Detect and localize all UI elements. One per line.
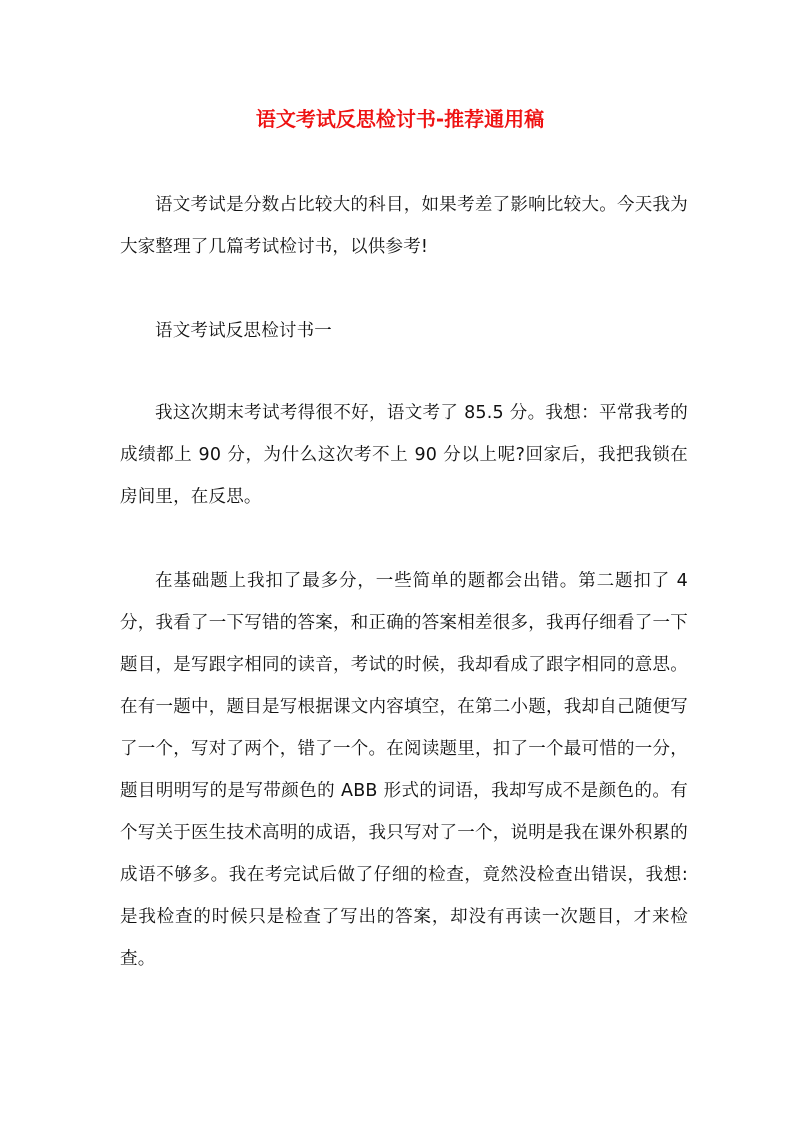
body-paragraph-2: 在基础题上我扣了最多分，一些简单的题都会出错。第二题扣了 4 分，我看了一下写错的答案，和正确的答案相差很多，我再仔细看了一下题目，是写跟字相同的读音，考试的时候，我却看成了跟字相同的意思。在有一题中，题目是写根据课文内容填空，在第二小题，我却自己随便写了一个，写对了两个，错了一个。在阅读题里，扣了一个最可惜的一分，题目明明写的是写带颜色的 ABB 形式的词语，我却写成不是颜色的。有个写关于医生技术高明的成语，我只写对了一个，说明是我在课外积累的成语不够多。我在考完试后做了仔细的检查，竟然没检查出错误，我想: 是我检查的时候只是检查了写出的答案，却没有再读一次题目，才来检查。 <box>120 571 688 969</box>
intro-paragraph: 语文考试是分数占比较大的科目，如果考差了影响比较大。今天我为大家整理了几篇考试检讨书，以供参考! <box>120 195 688 257</box>
body-paragraph-1: 我这次期末考试考得很不好，语文考了 85.5 分。我想：平常我考的成绩都上 90 分，为什么这次考不上 90 分以上呢?回家后，我把我锁在房间里，在反思。 <box>120 403 688 507</box>
document-title: 语文考试反思检讨书-推荐通用稿 <box>255 107 545 131</box>
section-heading: 语文考试反思检讨书一 <box>155 321 332 341</box>
